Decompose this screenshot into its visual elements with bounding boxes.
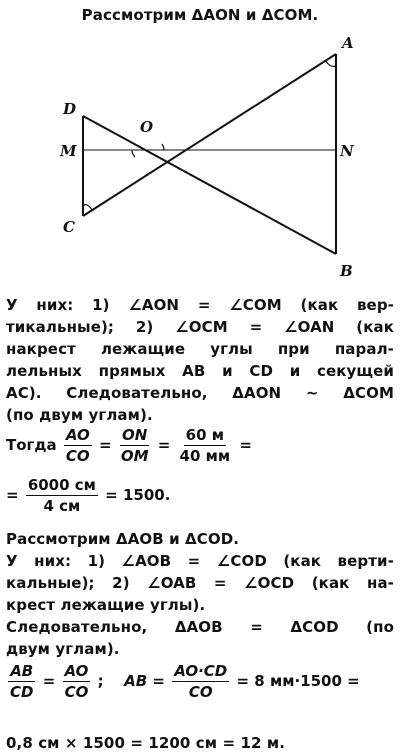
calc1-row2 <box>6 476 170 515</box>
segment-DB <box>83 116 336 254</box>
angle-mark-A <box>326 61 336 66</box>
fraction-AO-CO-2: $\frac{AO}{CO}$ <box>64 662 89 701</box>
fraction-6000cm-4cm: $\frac{6000 см}{4 см}$ <box>27 476 96 515</box>
calc2-row1 <box>6 662 360 701</box>
semicolon: ; <box>97 672 104 690</box>
equals-sign: = <box>42 672 56 690</box>
text2-line5: Следовательно, ΔAOB = ΔCOD (по <box>6 618 394 636</box>
fraction-AO-CO: $\frac{AO}{CO}$ <box>65 426 90 465</box>
equals-sign: = <box>6 486 19 504</box>
text2-line6: двум углам). <box>6 640 120 658</box>
equals-sign: = <box>239 436 252 454</box>
text2-line1: Рассмотрим ΔAOB и ΔCOD. <box>6 530 240 548</box>
text1-line6: (по двум углам). <box>6 406 153 424</box>
geometry-figure <box>0 26 400 296</box>
calc1-row1 <box>6 426 252 465</box>
label-C: C <box>63 218 75 236</box>
heading: Рассмотрим ΔAON и ΔCOM. <box>81 6 319 24</box>
segment-CA <box>83 54 336 216</box>
ab-label: AB = <box>124 672 165 690</box>
fraction-AOCD-CO: $\frac{AO\cdot CD}{CO}$ <box>174 662 228 701</box>
text1-line1: У них: 1) ∠AON = ∠COM (как вер- <box>6 296 394 314</box>
calc1-result: = 1500. <box>105 486 171 504</box>
calc2-last-line: 0,8 см × 1500 = 1200 см = 12 м. <box>6 734 286 752</box>
label-N: N <box>340 142 354 160</box>
fraction-60m-40mm: $\frac{60 м}{40 мм}$ <box>179 426 231 465</box>
calc2-tail: = 8 мм·1500 = <box>236 672 360 690</box>
equals-sign: = <box>157 436 171 454</box>
label-B: B <box>340 262 353 280</box>
label-O: O <box>140 118 154 136</box>
text2-line4: крест лежащие углы). <box>6 596 206 614</box>
text2-line2: У них: 1) ∠AOB = ∠COD (как верти- <box>6 552 394 570</box>
equals-sign: = <box>99 436 112 454</box>
text2-line3: кальные); 2) ∠OAB = ∠OCD (как на- <box>6 574 394 592</box>
text1-line3: накрест лежащие углы при парал- <box>6 340 394 358</box>
angle-mark-O-left <box>132 150 135 157</box>
fraction-AB-CD: $\frac{AB}{CD}$ <box>10 662 34 701</box>
fraction-ON-OM: $\frac{ON}{OM}$ <box>120 426 149 465</box>
angle-mark-C <box>83 205 92 210</box>
calc1-prefix: Тогда <box>6 436 57 454</box>
text1-line4: лельных прямых AB и CD и секущей <box>6 362 394 380</box>
text1-line2: тикальные); 2) ∠OCM = ∠OAN (как <box>6 318 394 336</box>
label-D: D <box>63 100 77 118</box>
label-A: A <box>342 34 354 52</box>
label-M: M <box>60 142 77 160</box>
angle-mark-O-right <box>162 144 164 150</box>
text1-line5: AC). Следовательно, ΔAON ~ ΔCOM <box>6 384 394 402</box>
